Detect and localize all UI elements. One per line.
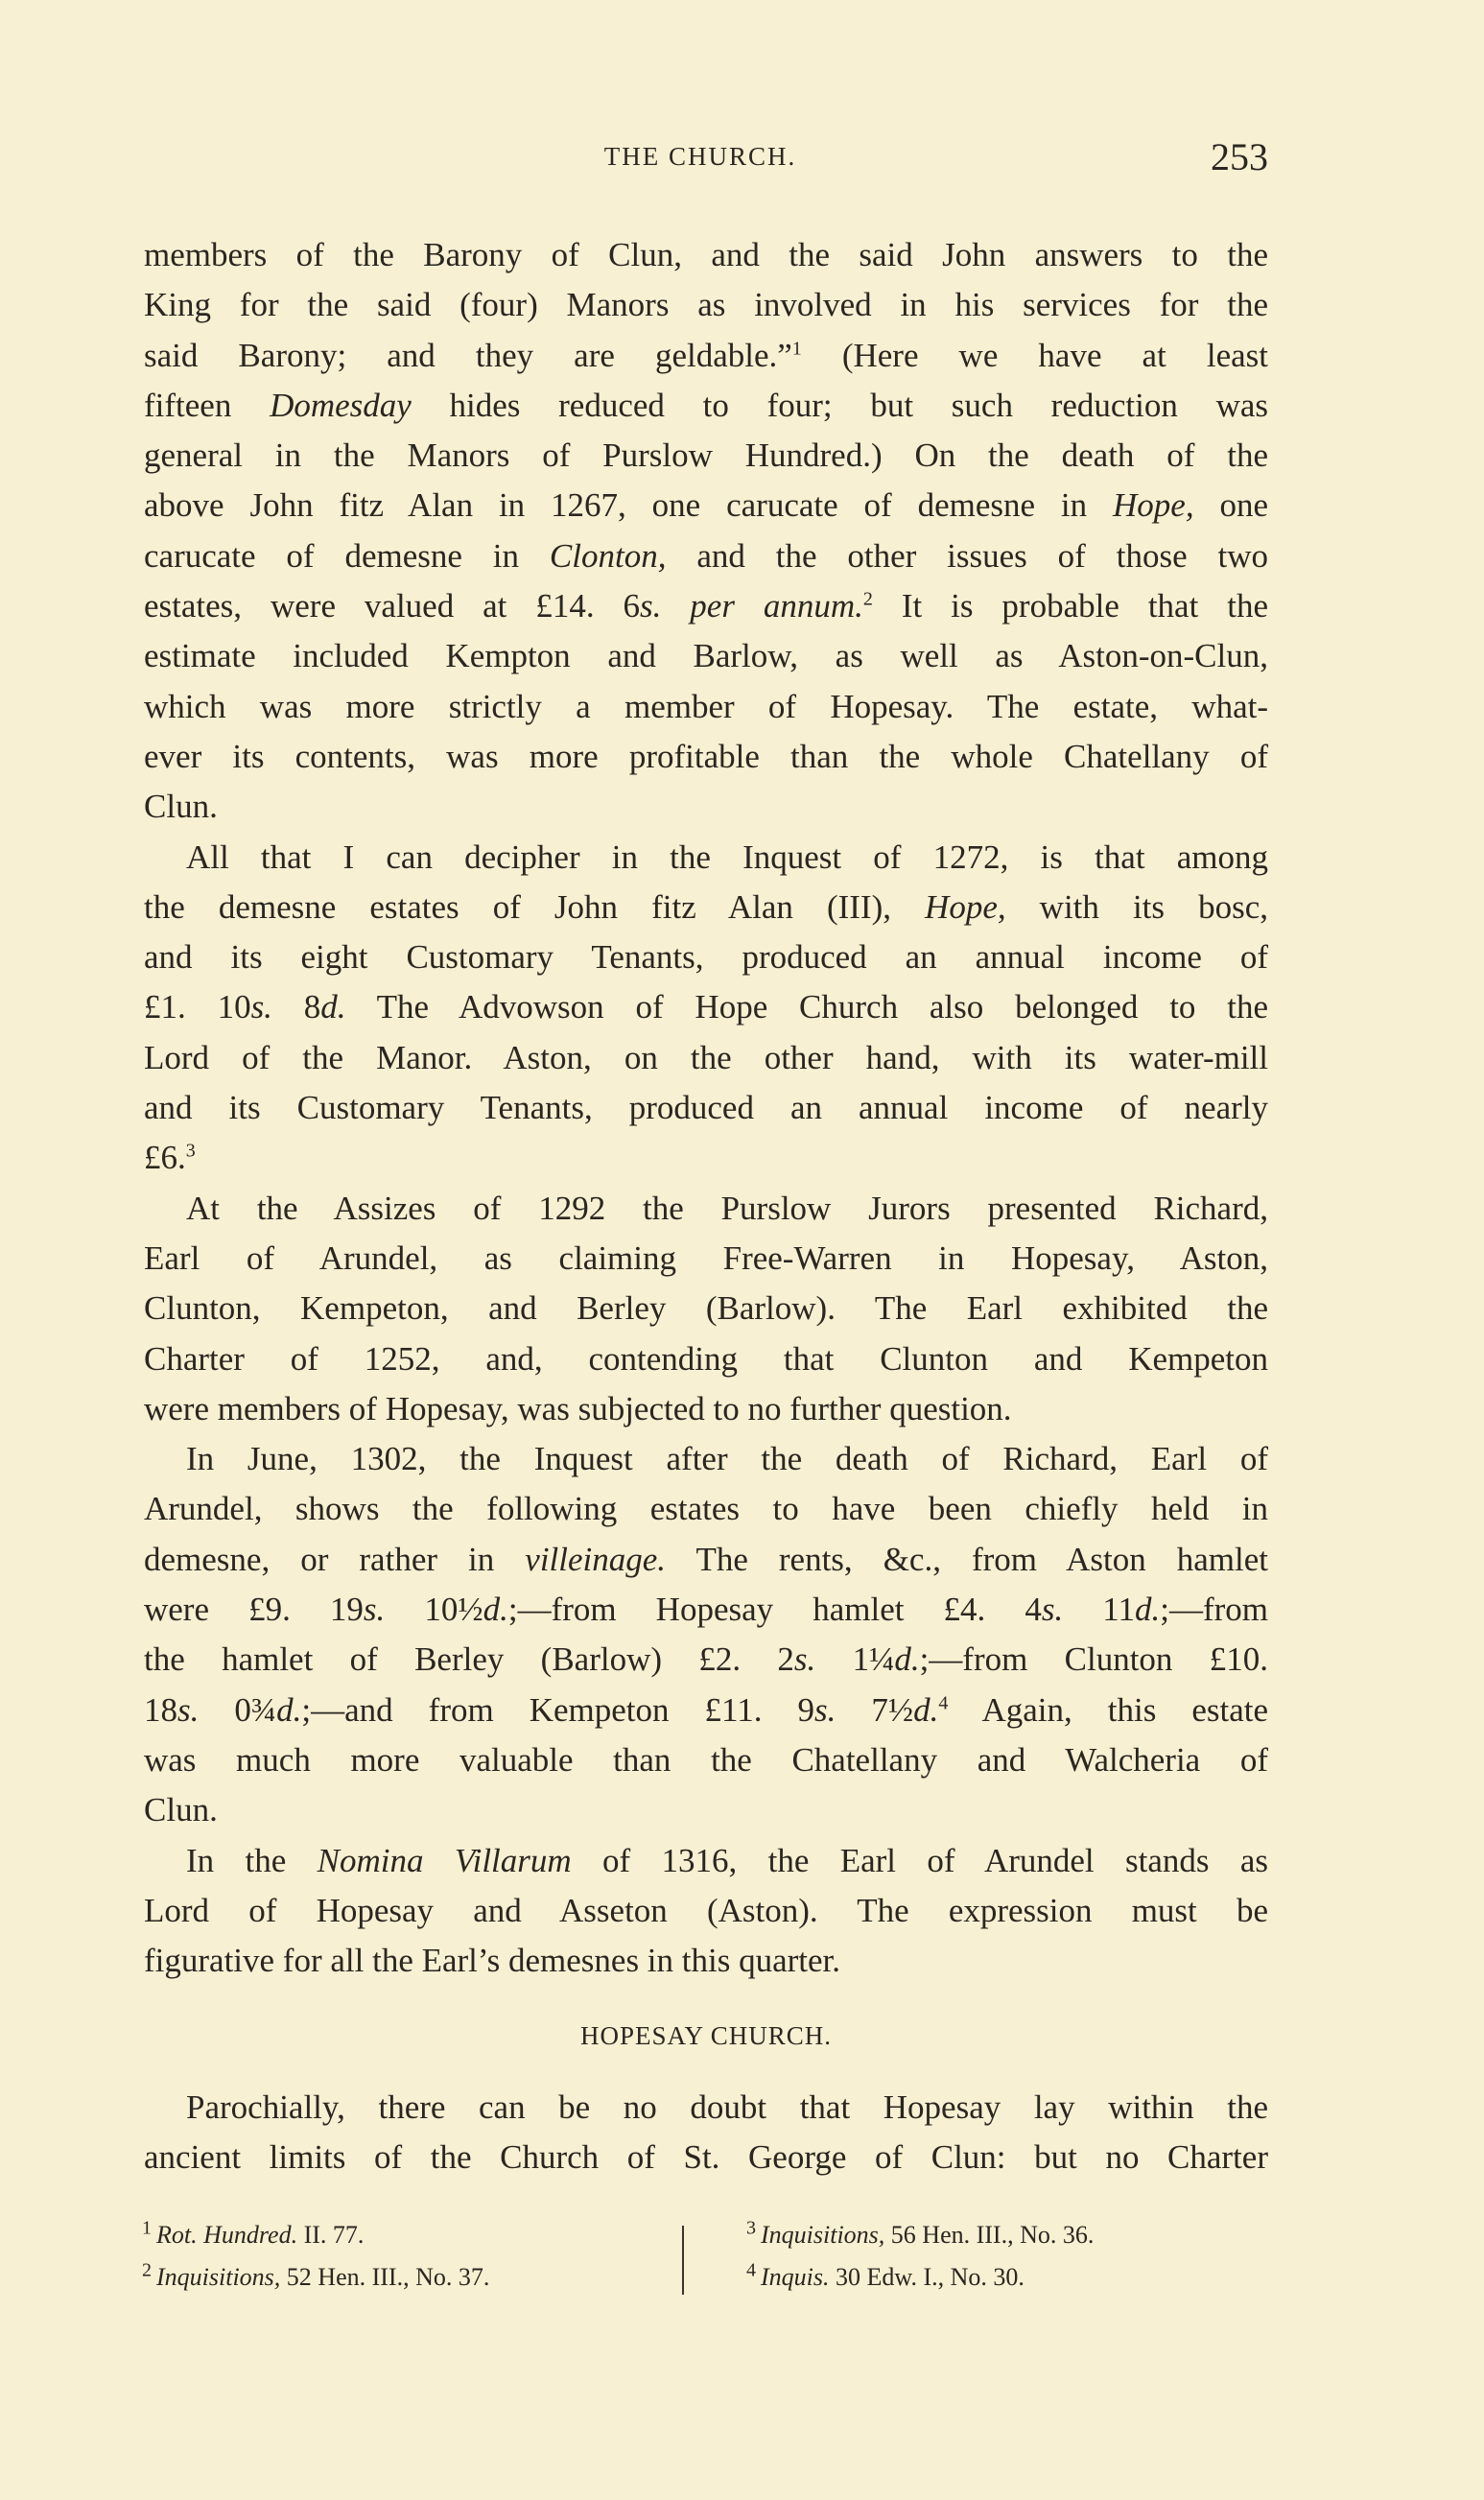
text-line [144, 682, 1268, 732]
footnote [746, 2214, 1094, 2256]
italic-text: Rot. Hundred. [156, 2221, 298, 2249]
footnotes-right [746, 2214, 1094, 2299]
italic-text: s. [1041, 1591, 1064, 1629]
text-run: Charter of 1252, and, contending that Clunton and Kempeton [144, 1339, 1268, 1378]
text-line [144, 581, 1268, 631]
italic-text: s. [250, 988, 272, 1026]
text-line [144, 1184, 1268, 1234]
text-run: estates, were valued at £14. 6 [144, 587, 640, 625]
running-header [0, 134, 1484, 182]
text-line [144, 1384, 1268, 1434]
text-run: At the Assizes of 1292 the Purslow Jurors presented Richard, [186, 1189, 1268, 1227]
text-line [144, 1284, 1268, 1333]
text-run: 52 Hen. III., No. 37. [280, 2263, 490, 2291]
text-line [144, 1334, 1268, 1384]
text-run: The rents, &c., from Aston hamlet [666, 1540, 1269, 1578]
text-run: hides reduced to four; but such reduction was [411, 386, 1268, 424]
paragraph [144, 2083, 1268, 2183]
text-run: Clun. [144, 1791, 218, 1829]
footnote-ref: 3 [746, 2217, 761, 2239]
text-run: Parochially, there can be no doubt that Hopesay lay within the [186, 2087, 1268, 2126]
italic-text: s. [813, 1690, 836, 1729]
text-run: In the [186, 1841, 318, 1879]
paragraph [144, 1184, 1268, 1434]
text-run: of 1316, the Earl of Arundel stands as [571, 1841, 1268, 1879]
italic-text: s. per annum. [640, 587, 863, 625]
text-run: £1. 10 [144, 988, 251, 1026]
text-run: Lord of Hopesay and Asseton (Aston). The expression must be [144, 1891, 1268, 1929]
text-run: ;—from Clunton £10. [919, 1640, 1268, 1679]
text-run: 30 Edw. I., No. 30. [829, 2263, 1025, 2291]
italic-text: villeinage. [525, 1540, 667, 1578]
text-line [144, 1234, 1268, 1284]
text-run: ancient limits of the Church of St. George of Clun: but no Charter [144, 2137, 1268, 2176]
text-run: fifteen [144, 386, 271, 424]
italic-text: d. [320, 988, 346, 1026]
text-line [144, 732, 1268, 782]
text-line [144, 782, 1268, 832]
text-run: King for the said (four) Manors as involved in his services for the [144, 286, 1268, 324]
footnote-ref: 2 [862, 588, 873, 610]
paragraph [144, 1434, 1268, 1835]
italic-text: Hope, [925, 887, 1006, 926]
text-run: which was more strictly a member of Hopesay. The estate, what- [144, 687, 1268, 725]
text-run: ;—from Hopesay hamlet £4. 4 [507, 1591, 1042, 1629]
text-line [144, 1535, 1268, 1585]
footnote-ref: 4 [746, 2259, 761, 2281]
text-run: All that I can decipher in the Inquest of 1272, is that among [186, 837, 1268, 876]
footnote-ref: 1 [791, 337, 802, 359]
italic-text: d. [894, 1640, 920, 1679]
text-run: ;—from [1160, 1591, 1269, 1629]
text-run: above John fitz Alan in 1267, one carucate of demesne in [144, 486, 1114, 525]
text-line [144, 1785, 1268, 1835]
text-run: In June, 1302, the Inquest after the death of Richard, Earl of [186, 1440, 1268, 1478]
text-line [144, 280, 1268, 330]
text-run: 0¾ [199, 1690, 277, 1729]
footnote [142, 2214, 489, 2256]
text-run: 7½ [836, 1690, 914, 1729]
text-run: II. 77. [297, 2221, 365, 2249]
text-line [144, 932, 1268, 982]
text-run: and its Customary Tenants, produced an annual income of nearly [144, 1089, 1268, 1127]
body-text [144, 230, 1268, 2182]
text-line [144, 481, 1268, 531]
text-line [144, 1686, 1268, 1735]
footnote-column-divider [682, 2226, 684, 2295]
footnote-ref: 1 [142, 2217, 156, 2239]
text-run: with its bosc, [1005, 887, 1268, 926]
italic-text: d. [1135, 1591, 1161, 1629]
italic-text: Domesday [270, 386, 412, 424]
text-run: carucate of demesne in [144, 536, 550, 575]
italic-text: d. [913, 1690, 939, 1729]
text-line [144, 2133, 1268, 2182]
text-run: the hamlet of Berley (Barlow) £2. 2 [144, 1640, 794, 1679]
text-line [144, 883, 1268, 932]
text-run: figurative for all the Earl’s demesnes in this quarter. [144, 1942, 841, 1980]
text-run: £6. [144, 1139, 186, 1177]
footnote [746, 2256, 1094, 2299]
text-run: general in the Manors of Purslow Hundred.) On the death of the [144, 436, 1268, 475]
text-run: was much more valuable than the Chatellany and Walcheria of [144, 1740, 1268, 1779]
text-run: were members of Hopesay, was subjected to no further question. [144, 1389, 1012, 1427]
text-line [144, 2083, 1268, 2133]
text-line [144, 1434, 1268, 1484]
text-line [144, 1083, 1268, 1133]
text-line [144, 1886, 1268, 1936]
text-run: 18 [144, 1690, 177, 1729]
text-run: 8 [271, 988, 321, 1026]
text-run: Earl of Arundel, as claiming Free-Warren in Hopesay, Aston, [144, 1238, 1268, 1277]
text-line [144, 331, 1268, 381]
italic-text: Hope, [1113, 486, 1194, 525]
footnote-ref: 3 [185, 1140, 196, 1162]
text-run: Clunton, Kempeton, and Berley (Barlow). The Earl exhibited the [144, 1289, 1268, 1328]
text-run: The Advowson of Hope Church also belonged to the [345, 988, 1268, 1026]
text-run: one [1193, 486, 1268, 525]
text-run: and the other issues of those two [666, 536, 1268, 575]
text-run: and its eight Customary Tenants, produced an annual income of [144, 938, 1268, 977]
italic-text: d. [483, 1591, 508, 1629]
italic-text: s. [793, 1640, 816, 1679]
text-run: 56 Hen. III., No. 36. [884, 2221, 1095, 2249]
text-line [144, 1585, 1268, 1635]
text-run: said Barony; and they are geldable.” [144, 336, 792, 374]
text-run: the demesne estates of John fitz Alan (III), [144, 887, 926, 926]
text-run: were £9. 19 [144, 1591, 364, 1629]
paragraph [144, 1836, 1268, 1987]
text-line [144, 1735, 1268, 1785]
paragraph [144, 230, 1268, 833]
text-line [144, 982, 1268, 1032]
text-line [144, 531, 1268, 581]
paragraph [144, 833, 1268, 1184]
italic-text: Inquisitions, [156, 2263, 281, 2291]
text-line [144, 1836, 1268, 1886]
text-run: Again, this estate [948, 1690, 1269, 1729]
text-run: Lord of the Manor. Aston, on the other hand, with its water-mill [144, 1038, 1268, 1076]
italic-text: Inquisitions, [761, 2221, 885, 2249]
footnote [142, 2256, 489, 2299]
page-number: 253 [1211, 135, 1268, 178]
section-heading: HOPESAY CHURCH. [579, 2021, 833, 2051]
text-run: ever its contents, was more profitable than the whole Chatellany of [144, 737, 1268, 775]
text-line [144, 1133, 1268, 1183]
text-run: demesne, or rather in [144, 1540, 526, 1578]
footnote-ref: 2 [142, 2259, 156, 2281]
text-run: members of the Barony of Clun, and the said John answers to the [144, 236, 1268, 273]
text-run: 10½ [385, 1591, 483, 1629]
text-line [144, 431, 1268, 481]
text-run: 11 [1063, 1591, 1135, 1629]
text-run: Arundel, shows the following estates to have been chiefly held in [144, 1490, 1268, 1528]
footnotes-left [142, 2214, 489, 2299]
text-run: 1¼ [815, 1640, 895, 1679]
text-line [144, 1936, 1268, 1986]
italic-text: s. [363, 1591, 386, 1629]
running-title: THE CHURCH. [603, 142, 797, 171]
italic-text: d. [276, 1690, 302, 1729]
text-line [144, 1635, 1268, 1685]
italic-text: Inquis. [761, 2263, 830, 2291]
text-run: Clun. [144, 788, 218, 826]
text-run: It is probable that the [872, 587, 1268, 625]
text-run: ;—and from Kempeton £11. 9 [301, 1690, 814, 1729]
text-line [144, 631, 1268, 681]
text-line [144, 230, 1268, 280]
italic-text: s. [177, 1690, 200, 1729]
text-line [144, 833, 1268, 883]
text-line [144, 1484, 1268, 1534]
text-line [144, 1033, 1268, 1083]
footnote-ref: 4 [938, 1691, 949, 1713]
text-run: (Here we have at least [801, 336, 1268, 374]
italic-text: Nomina Villarum [317, 1841, 572, 1879]
text-run: estimate included Kempton and Barlow, as well as Aston-on-Clun, [144, 637, 1268, 675]
text-line [144, 381, 1268, 431]
italic-text: Clonton, [549, 536, 667, 575]
